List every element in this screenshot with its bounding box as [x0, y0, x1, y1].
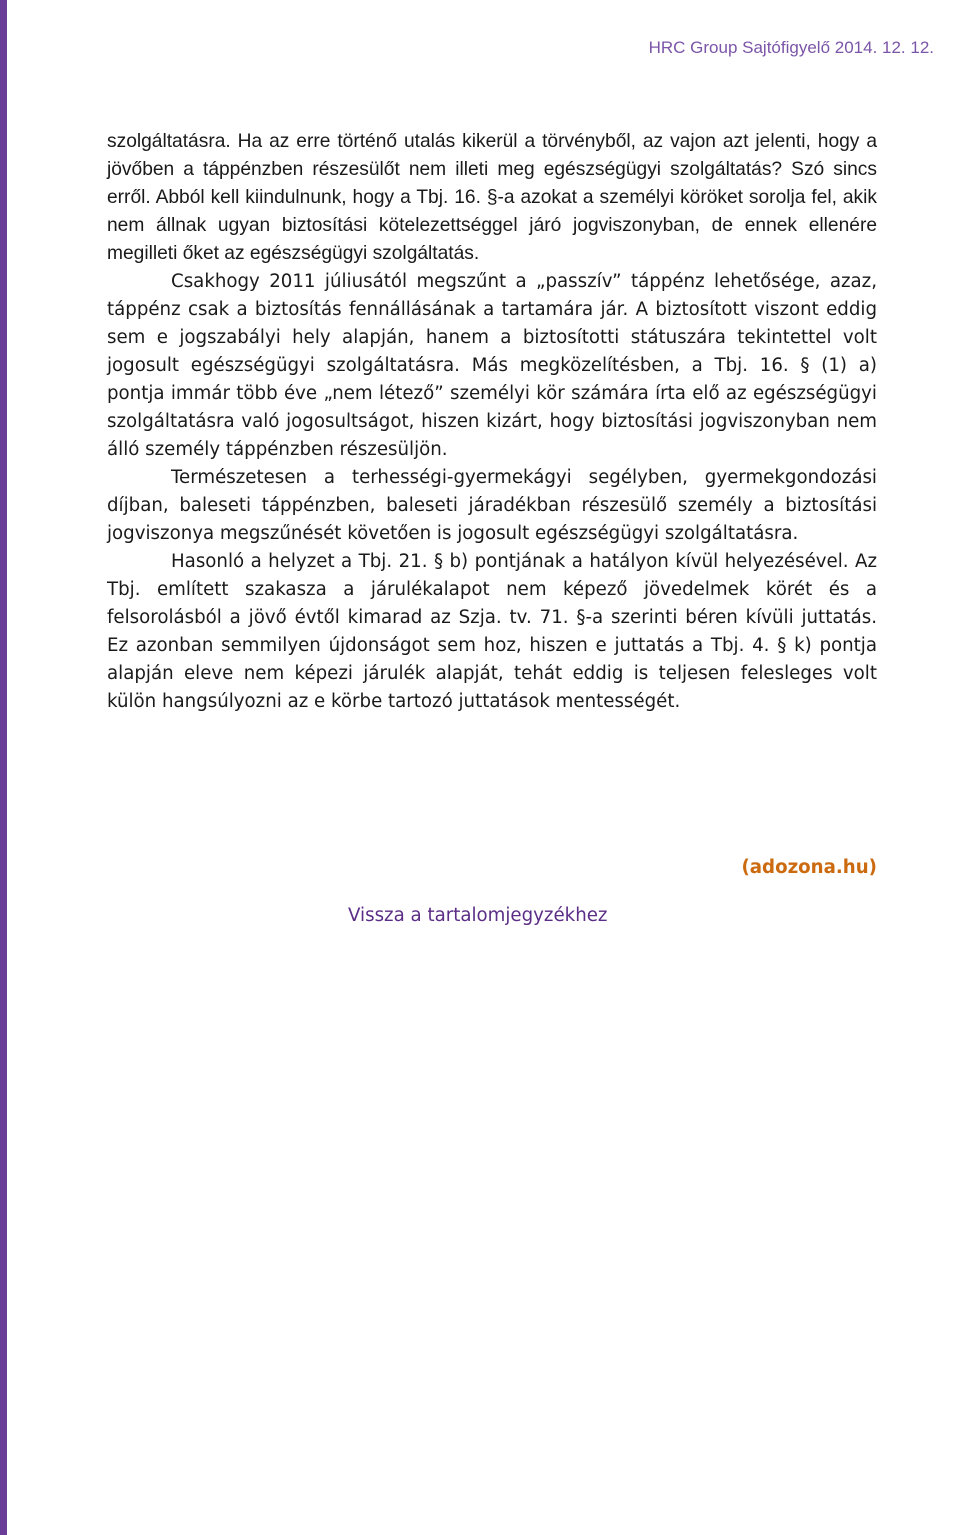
paragraph-4: Hasonló a helyzet a Tbj. 21. § b) pontjának a hatályon kívül helyezésével. Az Tbj. említett szakasza a járulékalapot nem képező jövedelmek körét és a felsorolásból a jövő évtől kimarad az Szja. tv. 71. §-a szerinti béren kívüli juttatás. Ez azonban semmilyen újdonságot sem hoz, hiszen e juttatás a Tbj. 4. § k) pontja alapján eleve nem képezi járulék alapját, tehát eddig is teljesen felesleges volt külön hangsúlyozni az e körbe tartozó juttatások mentességét. — [107, 551, 877, 712]
paragraph-1: szolgáltatásra. Ha az erre történő utalás kikerül a törvényből, az vajon azt jelenti, hogy a jövőben a táppénzben részesülőt nem illeti meg egészségügyi szolgáltatás? Szó sincs erről. Abból kell kiindulnunk, hogy a Tbj. 16. §-a azokat a személyi köröket sorolja fel, akik nem állnak ugyan biztosítási kötelezettséggel járó jogviszonyban, de ennek ellenére megilleti őket az egészségügyi szolgáltatás. — [107, 131, 877, 264]
left-accent-bar — [0, 0, 7, 1535]
page-header: HRC Group Sajtófigyelő 2014. 12. 12. — [648, 38, 934, 57]
back-to-contents-link[interactable]: Vissza a tartalomjegyzékhez — [348, 905, 608, 926]
paragraph-3: Természetesen a terhességi-gyermekágyi segélyben, gyermekgondozási díjban, baleseti táppénzben, baleseti járadékban részesülő személy a biztosítási jogviszonya megszűnését követően is jogosult egészségügyi szolgáltatásra. — [107, 467, 877, 544]
article-body — [107, 128, 877, 716]
paragraph-2: Csakhogy 2011 júliusától megszűnt a „passzív” táppénz lehetősége, azaz, táppénz csak a biztosítás fennállásának a tartamára jár. A biztosított viszont eddig sem e jogszabályi hely alapján, hanem a biztosítotti státuszára tekintettel volt jogosult egészségügyi szolgáltatásra. Más megközelítésben, a Tbj. 16. § (1) a) pontja immár több éve „nem létező” személyi kör számára írta elő az egészségügyi szolgáltatásra való jogosultságot, hiszen kizárt, hogy biztosítási jogviszonyban nem álló személy táppénzben részesüljön. — [107, 271, 877, 460]
source-label: (adozona.hu) — [741, 857, 877, 878]
